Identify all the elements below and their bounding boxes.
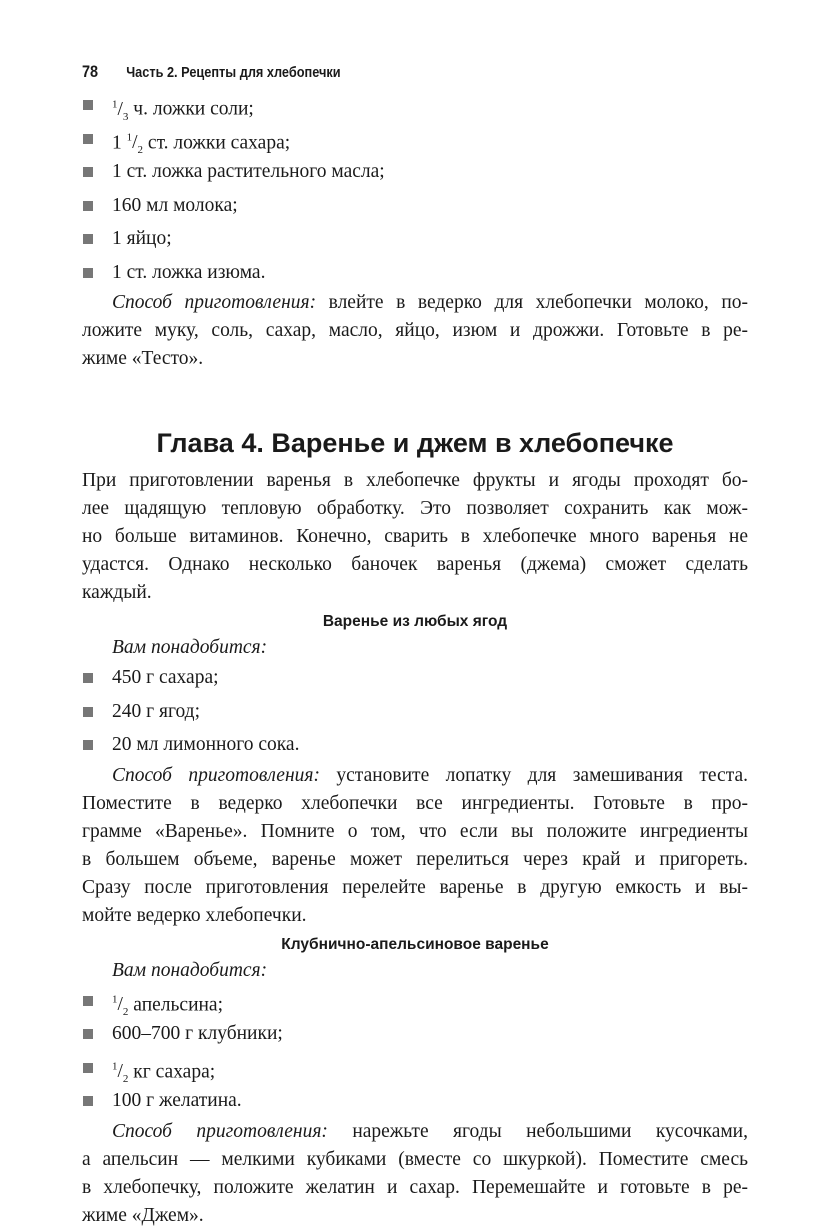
bullet-icon [83,1063,93,1073]
bullet-icon [83,234,93,244]
bullet-icon [83,996,93,1006]
chapter-intro: При приготовлении варенья в хлебопечке фрукты и ягоды проходят бо- лее щадящую тепловую обработку. Это позволяет сохранить как мож- но больше витаминов. Конечно, сварить в хлебопечке много варенья не удастся. Однако несколько баночек варенья (джема) сможет сделать каждый. [82,470,748,603]
list-item: $^1/_2$ кг сахара; [82,1051,748,1085]
needs-label: Вам понадобится: [112,637,268,658]
list-item: 450 г сахара; [82,661,748,695]
ingredient-list [82,661,748,762]
ingredient-list [82,88,748,289]
list-item: 600–700 г клубники; [82,1017,748,1051]
method-paragraph: Способ приготовления: установите лопатку для замешивания теста. Поместите в ведерко хлебопечки все ингредиенты. Готовьте в про- грамме «Варенье». Помните о том, что если вы положите ингредиенты в большем объеме, варенье может перелиться через край и пригореть. Сразу после приготовления перелейте варенье в другую емкость и вы- мойте ведерко хлебопечки. [82,764,749,926]
bullet-icon [83,167,93,177]
running-title: Часть 2. Рецепты для хлебопечки [126,64,341,81]
needs-label: Вам понадобится: [112,959,268,981]
list-item: 1 ст. ложка растительного масла; [82,155,748,189]
page-number: 78 [82,62,99,81]
list-item: 1 яйцо; [82,222,748,256]
list-item: $^1/_2$ апельсина; [82,984,748,1018]
bullet-icon [83,740,93,750]
method-paragraph: Способ приготовления: влейте в ведерко для хлебопечки молоко, по- ложите муку, соль, сахар, масло, яйцо, изюм и дрожжи. Готовьте в ре- жиме «Тесто». [82,292,749,369]
list-item: 1 ст. ложка изюма. [82,256,748,290]
method-paragraph: Способ приготовления: нарежьте ягоды небольшими кусочками, а апельсин — мелкими кубиками (вместе со шкуркой). Поместите смесь в хлебопечку, положите желатин и сахар. Перемешайте и готовьте в ре- жиме «Джем». [82,1120,748,1226]
bullet-icon [83,707,93,717]
running-header [82,58,648,88]
list-item: 1 $^1/_2$ ст. ложки сахара; [82,122,748,156]
recipe-title: Клубнично-апельсиновое варенье [281,935,549,953]
list-item: 100 г желатина. [82,1084,748,1118]
list-item: 160 мл молока; [82,189,748,223]
bullet-icon [83,100,93,110]
list-item: 20 мл лимонного сока. [82,728,748,762]
bullet-icon [83,673,93,683]
recipe-title: Варенье из любых ягод [322,613,508,630]
ingredient-list [82,984,748,1118]
list-item: 240 г ягод; [82,695,748,729]
bullet-icon [83,1096,93,1106]
bullet-icon [83,134,93,144]
book-page [82,58,748,1230]
bullet-icon [83,268,93,278]
chapter-title: Глава 4. Варенье и джем в хлебопечке [156,428,674,458]
list-item: $^1/_3$ ч. ложки соли; [82,88,748,122]
bullet-icon [83,1029,93,1039]
bullet-icon [83,201,93,211]
